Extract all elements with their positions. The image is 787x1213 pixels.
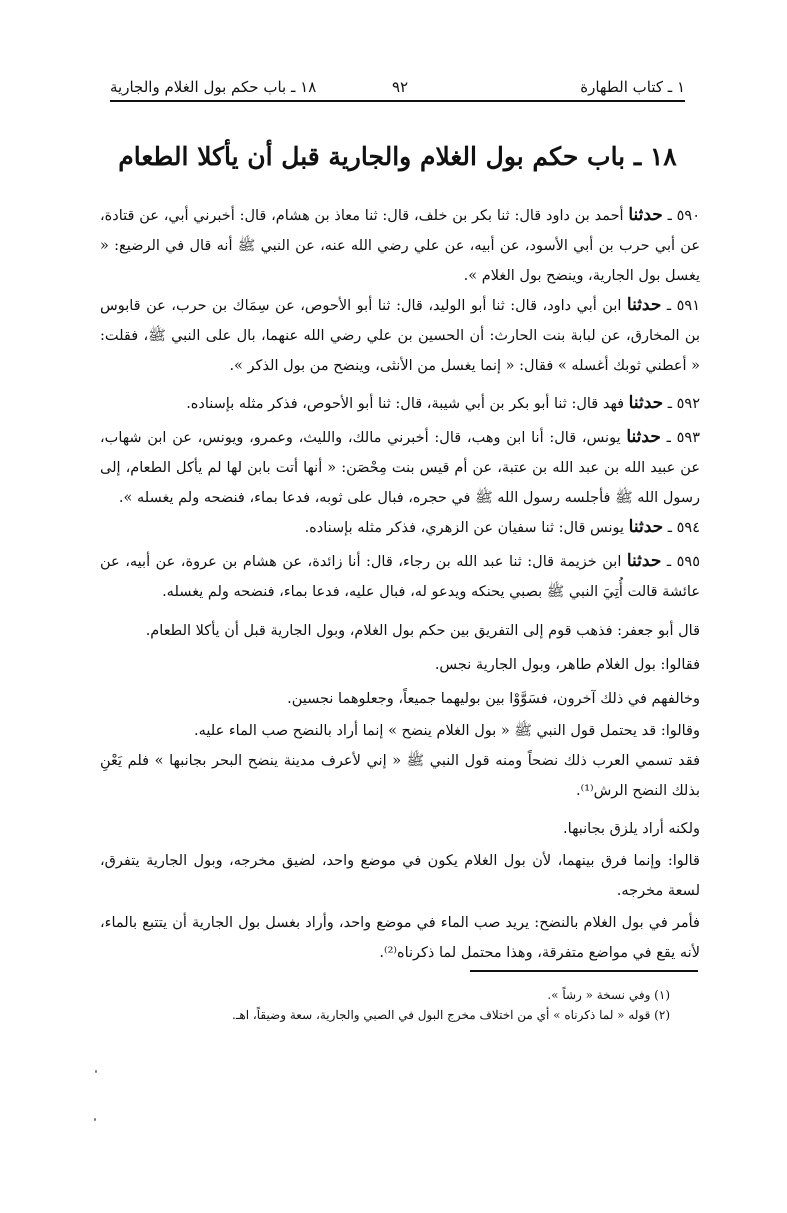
hadith-label: حدثنا [626, 427, 661, 447]
hadith-text: فهد قال: ثنا أبو بكر بن أبي شيبة، قال: ثنا أبو الأحوص، فذكر مثله بإسناده. [186, 396, 629, 412]
footnote-1: (١) وفي نسخة « رشاً ». [547, 988, 670, 1002]
hadith-number: ٥٩٣ ـ [660, 430, 700, 446]
hadith-text: أحمد بن داود قال: ثنا بكر بن خلف، قال: ثنا معاذ بن هشام، قال: أخبرني أبي، عن قتادة، عن أبي حرب بن أبي الأسود، عن أبيه، عن علي رضي الله عنه، عن النبي ﷺ أنه قال في الرضيع: « يغسل بول الجارية، وينضح بول الغلام ». [100, 208, 700, 284]
footnote-rule [470, 970, 698, 972]
hadith-number: ٥٩٥ ـ [661, 554, 700, 570]
hadith-label: حدثنا [628, 205, 663, 225]
footnote-2: (٢) قوله « لما ذكرناه » أي من اختلاف مخرج البول في الصبي والجارية، سعة وضيقاً، اهـ. [232, 1008, 670, 1022]
hadith-text: ابن أبي داود، قال: ثنا أبو الوليد، قال: ثنا أبو الأحوص، عن سِمَاك بن حرب، عن قابوس بن المخارق، عن لبابة بنت الحارث: أن الحسين بن علي رضي الله عنهما، بال على النبي ﷺ، فقلت: « أعطني ثوبك أغسله » فقال: « إنما يغسل من الأنثى، وينضح من بول الذكر ». [100, 298, 700, 374]
hadith-label: حدثنا [626, 551, 662, 571]
commentary-paragraph: فقالوا: بول الغلام طاهر، وبول الجارية نجس. [434, 657, 700, 673]
hadith-number: ٥٩٤ ـ [663, 520, 700, 536]
hadith-590 [100, 200, 700, 291]
running-header [110, 78, 685, 102]
hadith-text: يونس قال: ثنا سفيان عن الزهري، فذكر مثله بإسناده. [304, 520, 629, 536]
chapter-title: ١٨ ـ باب حكم بول الغلام والجارية قبل أن يأكلا الطعام [118, 142, 677, 171]
commentary-paragraph: قال أبو جعفر: فذهب قوم إلى التفريق بين حكم بول الغلام، وبول الجارية قبل أن يأكلا الطعام. [145, 623, 700, 639]
commentary-paragraph: وقالوا: قد يحتمل قول النبي ﷺ « بول الغلام ينضح » إنما أراد بالنضح صب الماء عليه. [194, 723, 700, 739]
commentary-paragraph: فقد تسمي العرب ذلك نضحاً ومنه قول النبي ﷺ « إني لأعرف مدينة ينضح البحر بجانبها » فلم يَعْنِ بذلك النضح الرش⁽¹⁾. [100, 753, 700, 799]
hadith-label: حدثنا [628, 517, 664, 537]
hadith-591 [100, 290, 700, 381]
scan-speck [95, 1070, 97, 1073]
commentary-paragraph: فأمر في بول الغلام بالنضح: يريد صب الماء في موضع واحد، وأراد بغسل بول الجارية أن يتتبع بالماء، لأنه يقع في مواضع متفرقة، وهذا محتمل لما ذكرناه⁽²⁾. [100, 915, 700, 961]
hadith-label: حدثنا [628, 393, 664, 413]
hadith-595 [100, 546, 700, 607]
header-rule [110, 100, 685, 102]
hadith-593 [100, 422, 700, 513]
commentary-paragraph: ولكنه أراد يلزق بجانبها. [563, 821, 700, 837]
page-number: ٩٢ [391, 78, 409, 96]
hadith-label: حدثنا [626, 295, 662, 315]
commentary-paragraph: وخالفهم في ذلك آخرون، فسَوَّوْا بين بوليهما جميعاً، وجعلوهما نجسين. [287, 691, 700, 707]
hadith-592 [100, 388, 700, 419]
header-book-title: ١ ـ كتاب الطهارة [580, 78, 685, 96]
header-chapter-title: ١٨ ـ باب حكم بول الغلام والجارية [110, 78, 317, 96]
hadith-number: ٥٩١ ـ [661, 298, 700, 314]
hadith-number: ٥٩٢ ـ [663, 396, 700, 412]
commentary-paragraph: قالوا: وإنما فرق بينهما، لأن بول الغلام يكون في موضع واحد، لضيق مخرجه، وبول الجارية يتفرق، لسعة مخرجه. [100, 853, 700, 899]
hadith-594 [100, 512, 700, 543]
hadith-number: ٥٩٠ ـ [662, 208, 701, 224]
hadith-text: يونس، قال: أنا ابن وهب، قال: أخبرني مالك، والليث، وعمرو، ويونس، عن ابن شهاب، عن عبيد الله بن عبد الله بن عتبة، عن أم قيس بنت مِحْصَن: « أنها أتت بابن لها لم يأكل الطعام، إلى رسول الله ﷺ فأجلسه رسول الله ﷺ في حجره، فبال على ثوبه، فدعا بماء، فنضحه ولم يغسله ». [100, 430, 700, 506]
scan-speck [94, 1118, 96, 1121]
hadith-text: ابن خزيمة قال: ثنا عبد الله بن رجاء، قال: أنا زائدة، عن هشام بن عروة، عن أبيه، عن عائشة قالت أُتِيَ النبي ﷺ بصبي يحنكه ويدعو له، فبال عليه، فدعا بماء، فنضحه ولم يغسله. [100, 554, 700, 600]
